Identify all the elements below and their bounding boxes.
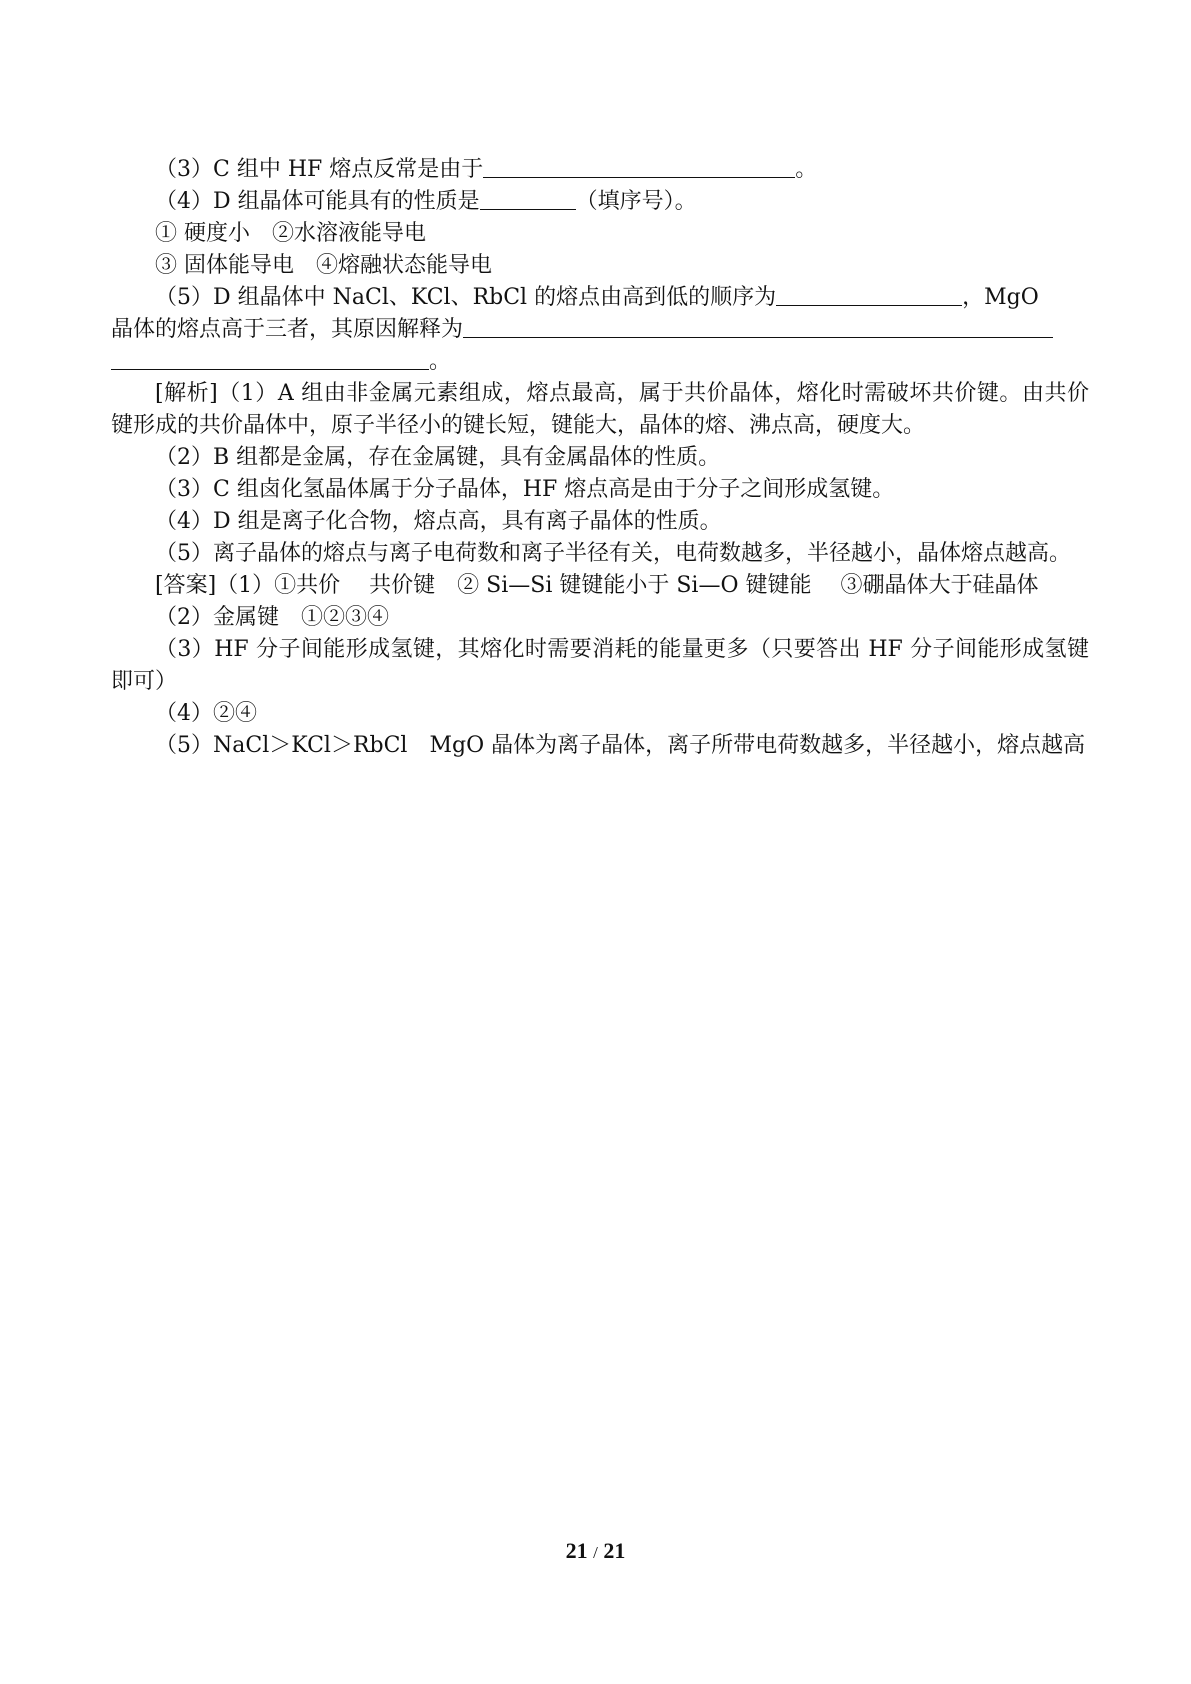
answer-paragraph-2: （2）金属键 ①②③④ — [155, 605, 389, 630]
page-number — [0, 1538, 1191, 1564]
analysis-paragraph-5: （5）离子晶体的熔点与离子电荷数和离子半径有关，电荷数越多，半径越小，晶体熔点越高。 — [155, 541, 1072, 566]
answer-blank-5b — [463, 315, 1053, 338]
page-separator: / — [593, 1543, 598, 1562]
question-4-text: （4）D 组晶体可能具有的性质是 — [155, 189, 480, 214]
question-5-text: （5）D 组晶体中 NaCl、KCl、RbCl 的熔点由高到低的顺序为 — [155, 285, 777, 310]
analysis-paragraph-3: （3）C 组卤化氢晶体属于分子晶体，HF 熔点高是由于分子之间形成氢键。 — [155, 477, 895, 502]
question-5 — [111, 282, 1089, 314]
answer-paragraph-1: [答案]（1）①共价 共价键 ② Si—Si 键键能小于 Si—O 键键能 ③硼晶体大于硅晶体 — [155, 573, 1039, 598]
question-5-line-2 — [111, 314, 1089, 346]
answer-blank-5a — [776, 283, 962, 306]
answer-blank-5c — [111, 347, 429, 370]
analysis-paragraph-2: （2）B 组都是金属，存在金属键，具有金属晶体的性质。 — [155, 445, 721, 470]
question-5-line-3 — [111, 346, 1089, 378]
question-5-end: 。 — [429, 349, 452, 374]
question-3-text: （3）C 组中 HF 熔点反常是由于 — [155, 157, 484, 182]
answer-blank-4 — [480, 187, 576, 210]
answer-paragraph-5: （5）NaCl＞KCl＞RbCl MgO 晶体为离子晶体，离子所带电荷数越多，半径越小，熔点越高 — [155, 733, 1086, 758]
question-4 — [111, 186, 1089, 218]
answer-blank-3 — [483, 155, 795, 178]
analysis-paragraph-1: [解析]（1）A 组由非金属元素组成，熔点最高，属于共价晶体，熔化时需破坏共价键。由共价键形成的共价晶体中，原子半径小的键长短，键能大，晶体的熔、沸点高，硬度大。 — [111, 381, 1089, 438]
page-current: 21 — [565, 1538, 588, 1563]
options-line-1: ① 硬度小 ②水溶液能导电 — [155, 221, 426, 246]
options-line-2: ③ 固体能导电 ④熔融状态能导电 — [155, 253, 492, 278]
question-5-line2-text: 晶体的熔点高于三者，其原因解释为 — [111, 317, 464, 342]
question-3-end: 。 — [795, 157, 818, 182]
analysis-paragraph-4: （4）D 组是离子化合物，熔点高，具有离子晶体的性质。 — [155, 509, 722, 534]
question-3 — [111, 154, 1089, 186]
document-body — [111, 154, 1089, 762]
question-5-mid: ，MgO — [962, 285, 1039, 310]
page-total: 21 — [603, 1538, 626, 1563]
answer-paragraph-3: （3）HF 分子间能形成氢键，其熔化时需要消耗的能量更多（只要答出 HF 分子间能形成氢键即可） — [111, 637, 1089, 694]
answer-paragraph-4: （4）②④ — [155, 701, 257, 726]
question-4-end: （填序号）。 — [575, 189, 697, 214]
